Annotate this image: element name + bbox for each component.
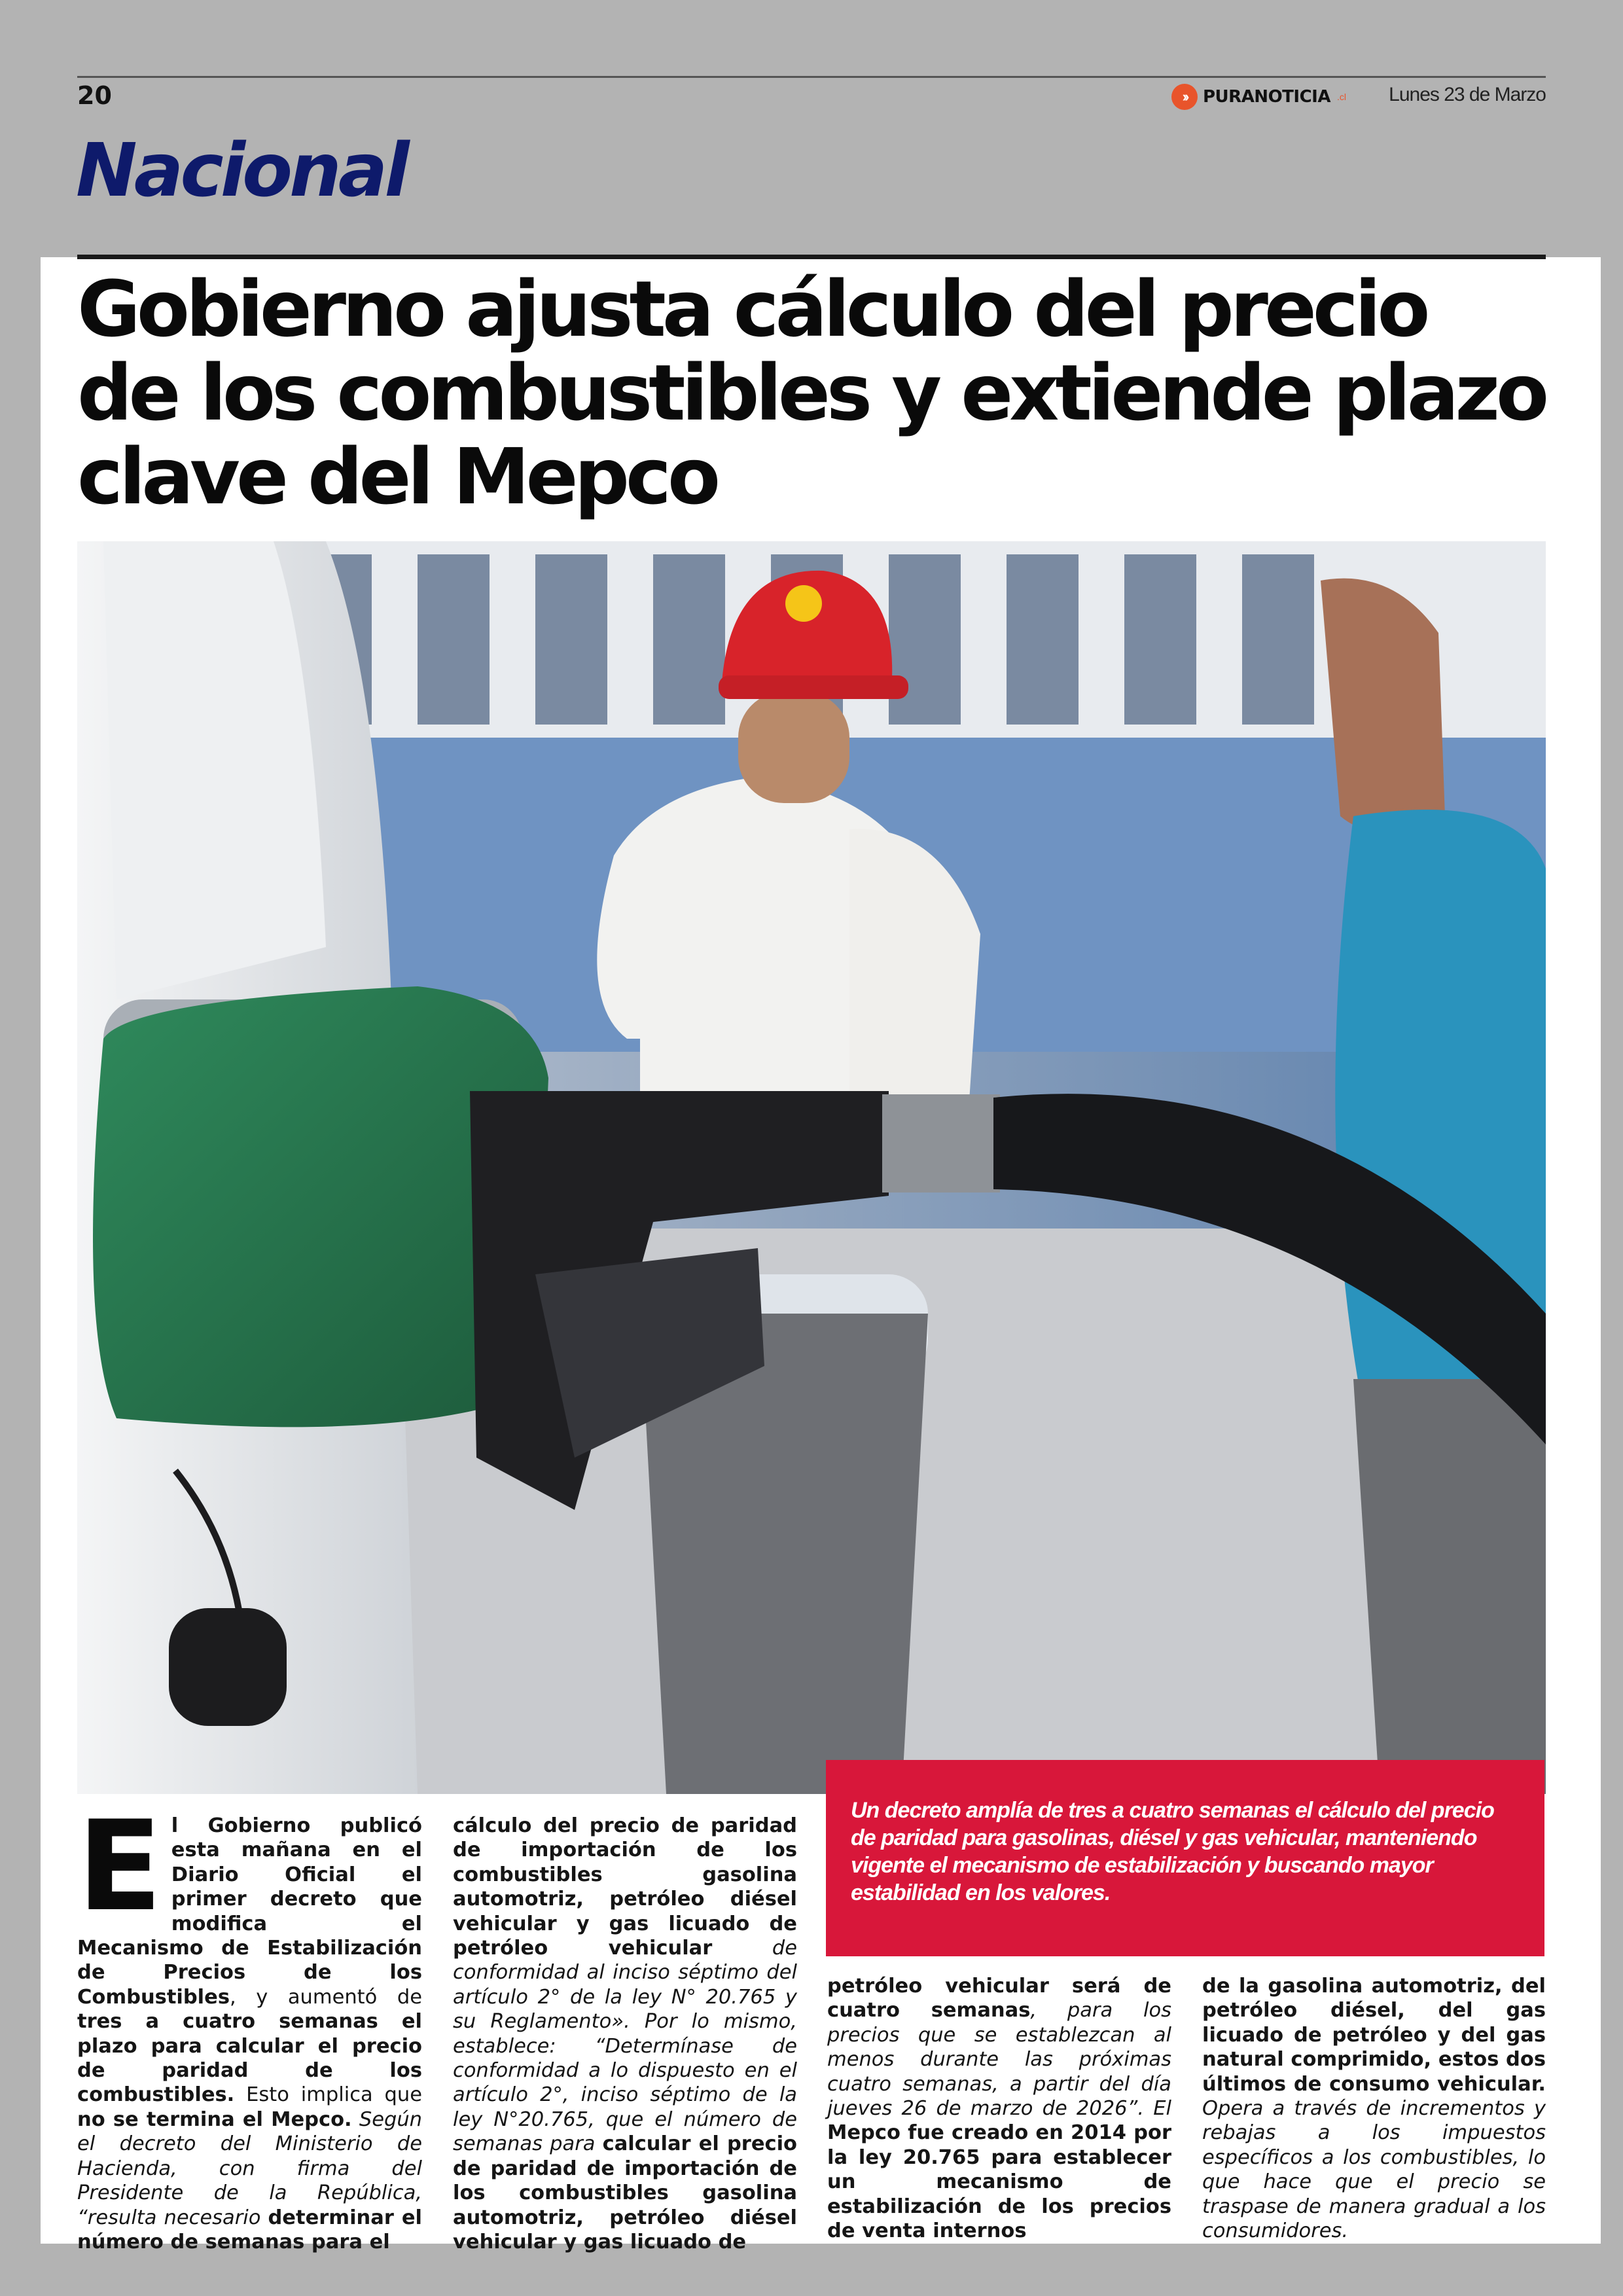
body-column-3 [827, 1974, 1171, 2243]
col3-run: petróleo vehicular será de cuatro semanas [827, 1975, 1171, 2022]
col3-run: Mepco fue creado en 2014 por la ley 20.765 para establecer un mecanismo de estabilización de los precios de venta internos [827, 2121, 1171, 2243]
section-title: Nacional [76, 128, 406, 213]
logo-text: PURANOTICIA [1203, 87, 1330, 107]
col2-run: cálculo del precio de paridad de importación de los combustibles gasolina automotriz, petróleo diésel vehicular y gas licuado de petróleo vehicular [453, 1814, 797, 1960]
body-column-1 [77, 1794, 423, 2254]
col1-run: l Gobierno publicó esta mañana en el Diario Oficial el primer decreto que modifica el Mecanismo de Estabilización de Precios de los Combustibles [77, 1814, 422, 2009]
headline: Gobierno ajusta cálculo del precio de los combustibles y extiende plazo clave del Mepco [77, 264, 1546, 522]
pull-quote-box [826, 1760, 1544, 1956]
top-rule [77, 76, 1546, 78]
col4-run: Opera a través de incrementos y rebajas a los impuestos específicos a los combustibles, lo que hace que el precio se traspase de manera gradual a los consumidores. [1202, 2097, 1546, 2243]
column-2-text [453, 1814, 797, 2254]
drop-cap: E [77, 1794, 162, 1939]
column-4-text [1202, 1974, 1546, 2243]
puranoticia-logo[interactable] [1171, 84, 1346, 110]
article-top-rule [77, 255, 1546, 259]
issue-date: Lunes 23 de Marzo [1389, 84, 1546, 105]
col3-run: , para los precios que se establezcan al menos durante las próximas cuatro semanas, a partir del día jueves 26 de marzo de 2026”. El [827, 1999, 1171, 2121]
page-number: 20 [77, 81, 112, 110]
col1-run: tres a cuatro semanas el plazo para calcular el precio de paridad de los combustibles. [77, 2010, 422, 2107]
pull-quote: Un decreto amplía de tres a cuatro semanas el cálculo del precio de paridad para gasolinas, diésel y gas vehicular, manteniendo vigente el mecanismo de estabilización y buscando mayor estabilidad en los valores. [851, 1798, 1494, 1905]
col2-run: de conformidad al inciso séptimo del artículo 2° de la ley N° 20.765 y su Reglamento». Por lo mismo, establece: “Determínase de conformidad a lo dispuesto en el artículo 2°, inciso séptimo de la ley N°20.765, que el número de semanas para [453, 1937, 797, 2156]
col2-run: calcular el precio de paridad de importación de los combustibles gasolina automotriz, petróleo diésel vehicular y gas licuado de [453, 2132, 797, 2253]
col1-run: Esto implica que [234, 2083, 422, 2107]
col1-run: Según el decreto del Ministerio de Hacienda, con firma del Presidente de la República, “resulta necesario [77, 2108, 423, 2229]
body-column-4 [1202, 1974, 1546, 2243]
col4-run: de la gasolina automotriz, del petróleo diésel, del gas licuado de petróleo y del gas natural comprimido, estos dos últimos de consumo vehicular. [1202, 1975, 1546, 2096]
body-column-2 [453, 1814, 797, 2254]
article-photo [77, 541, 1546, 1794]
column-3-text [827, 1974, 1171, 2243]
double-chevron-right-icon: ›› [1171, 84, 1198, 110]
col1-run: determinar el número de semanas para el [77, 2206, 422, 2253]
col1-run: , y aumentó de [229, 1985, 422, 2009]
col1-run: no se termina el Mepco. [77, 2108, 352, 2131]
logo-suffix: .cl [1336, 92, 1346, 102]
